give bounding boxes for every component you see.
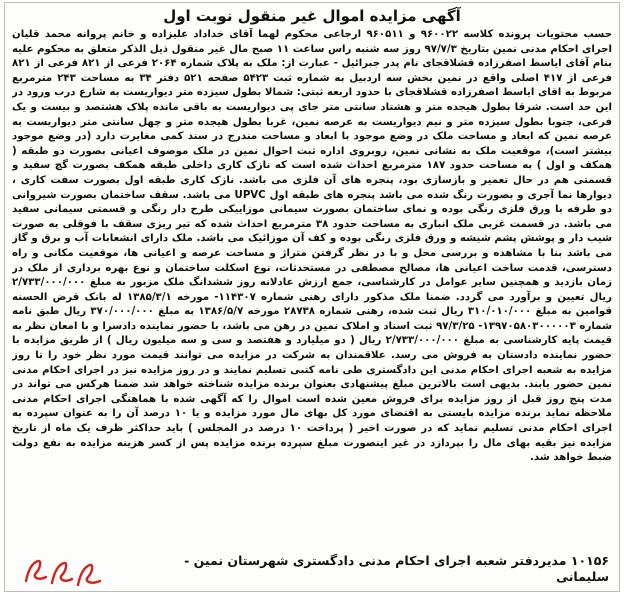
notice-title: آگهی مزایده اموال غیر منقول نوبت اول — [163, 7, 461, 25]
auction-notice — [4, 2, 620, 592]
notice-body: حسب محتویات پرونده کلاسه ۹۶۰۰۲۲ و ۹۶۰۵۱۱ ارجاعی محکوم لهما آقای خداداد علیزاده و خانم پروانه محمد قلیان اجرای احکام مدنی نمین بتاریخ ۹۷/۷/۳ روز سه شنبه راس ساعت ۱۱ صبح مال غیر منقول ذیل الذکر متعلق به محکوم علیه بنام آقای ایاسط اصفرزاده قشلاقجای نام پدر جبرائیل - عبارت از: ملک به پلاک شماره ۲۰۶۴ فرعی از ۸۲۱ فرعی از ۸۲۱ فرعی از ۴۱۷ اصلی واقع در نمین بخش سه اردبیل به شماره ثبت ۵۴۲۳ صفحه ۵۲۱ دفتر ۳۴ به مساحت ۲۴۳ مترمربع مربوط به اقای ایاسط اصفرزاده قشلاقجای با حدود اربعه ثبتی: شمالا بطول سیزده متر دیواریست به شارع درب ورود در این حد است. شرقا بطول هیجده متر و هشتاد سانتی متر جای پی دیواریست به باقی مانده پلاک هشتصد و بیست و یک فرعی، جنوبا بطول سیزده متر و نیم دیواریست به عرصه نمین، غربا بطول هیجده متر و چهل سانتی متر دیواریست به عرصه نمین که ابعاد و مساحت ملک در وضع موجود با ابعاد و مساحت مندرج در سند کمی مغایرت دارد (در وضع موجود بیشتر است)، موقعیت ملک به نشانی نمین، روبروی اداره ثبت احوال نمین در ملک موصوف اعیانی بصورت دو طبقه ( همکف و اول ) به مساحت حدود ۱۸۷ مترمربع احداث شده است که نازک کاری داخلی طبقه همکف بصورت گچ سفید و قسمتی هم در حال تعمیر و بازسازی بود، پنجره های آن فلزی می باشد. نازک کاری طبقه اول بصورت سفت کاری ، دیوارها نما آجری و بصورت رنگ شده می باشد پنجره های طبقه اول UPVC می باشد. سقف ساختمان بصورت شیروانی دو طرفه با ورق فلزی رنگی بوده و نمای ساختمان بصورت سیمانی موزاییکی طرح دار رنگی و قسمتی سیمانی سفید می باشد. در قسمت غربی ملک انباری به مساحت حدود ۳۸ مترمربع احداث شده که تیر ریزی سقف با فوقلی به صورت شیب دار و پوشش پشم شیشه و ورق فلزی رنگی بوده و کف آن موزائیک می باشد. ملک دارای انشعابات آب و برق و گاز می باشد بنا با مشاهده و بررسی محل و با در نظر گرفتن متراژ و مساحت عرصه و اعیانی ها، موقعیت مکانی و راه دسترسی، قدمت ساخت اعیانی ها، مصالح مصطفی در مستحدثات، نوع اسکلت ساختمان و نوع بهره برداری از ملک در زمان بازدید و همچنین سایر عوامل در کارشناسی، جمع ارزش عادلانه روز ششدانگ ملک مزبور به مبلغ ۲/۷۳۳/۰۰۰/۰۰۰ ریال تعیین و برآورد می گردد. ضمنا ملک مذکور دارای رهنی شماره ۱۱۴۳۰۷- مورخه ۱۳۸۵/۳/۱ له بانک قرض الحسنه قوامین به مبلغ ۳۱۰/۰۱۰/۰۰۰ ریال ثبت شده، رهنی شماره ۲۸۷۳۸ مورخه ۱۳۸۶/۵/۷ به مبلغ ۳۷۰/۰۰۰/۰۰۰ ریال طبق نامه شماره ۱۳۹۷۰۵۸۰۳۰۰۰۰۰۳- ۹۷/۳/۲۵ ثبت اسناد و املاک نمین در رهن می باشد، با حضور نماینده دادسرا و با امعان نظر به قیمت پایه کارشناسی به مبلغ ۲/۷۳۳/۰۰۰/۰۰۰ ریال ( دو میلیارد و هفتصد و سی و سه میلیون ریال ) از طریق مزایده با حضور نماینده دادستان به فروش می رسد. علاقمندان به شرکت در مزایده می توانند قیمت مورد نظر خود را تا روز مزایده به شعبه اجرای احکام مدنی این دادگستری طی نامه کتبی تسلیم نمایند و در روز مزایده نیز در اجرای احکام مدنی نمین حضور یابند. بدیهی است بالاترین مبلغ پیشنهادی بعنوان برنده مزایده شناخته خواهد شد ضمنا هرکس می تواند در مدت پنج روز قبل از روز مزایده برای فروش معین شده است اموال را که آگهی شده با هماهنگی اجرای احکام مدنی ملاحظه نماید برنده مزایده بایستی به اقتضای مورد کل بهای مال مورد مزایده و یا ۱۰ درصد آن را به عنوان سپرده به اجرای احکام مدنی تسلیم نماید که در صورت اخیر ( پرداخت ۱۰ درصد در المجلس ) باید حداکثر ظرف یک ماه از تاریخ مزایده نیز بقیه بهای مال را بپردازد در غیر اینصورت مبلغ سپرده برنده مزایده پس از کسر هزینه مزایده به نفع دولت ضبط خواهد شد. — [12, 29, 612, 464]
notice-footer-signature: ۱۰۱۵۶ مدیردفتر شعبه اجرای احکام مدنی دادگستری شهرستان نمین - سلیمانی — [184, 553, 609, 584]
handwritten-number-mark — [18, 551, 108, 591]
